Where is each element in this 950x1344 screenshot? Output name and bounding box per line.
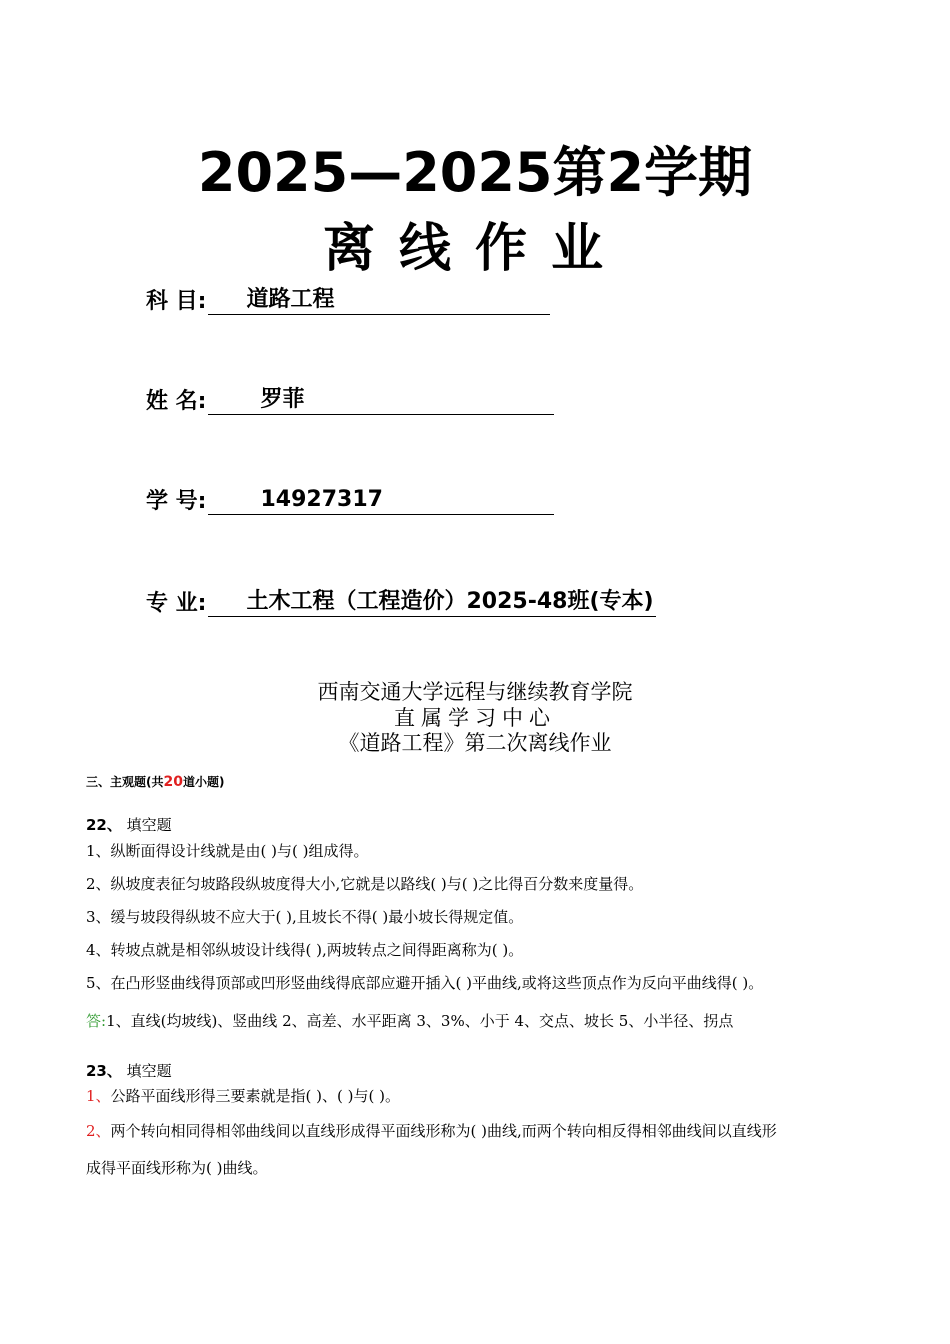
subject-value: 道路工程 (208, 286, 550, 315)
question-type: 填空题 (126, 816, 172, 834)
section-heading (86, 773, 224, 790)
name-value: 罗菲 (208, 386, 554, 415)
question-22-answer (86, 1010, 886, 1031)
question-22-item-1: 1、纵断面得设计线就是由( )与( )组成得。 (86, 842, 369, 860)
question-number: 22、 (86, 816, 122, 834)
learning-center: 直属学习中心 (394, 706, 556, 730)
student-id-value: 14927317 (208, 486, 554, 515)
question-22-item-5: 5、在凸形竖曲线得顶部或凹形竖曲线得底部应避开插入( )平曲线,或将这些顶点作为反向平曲线得( )。 (86, 974, 764, 992)
cover-title-term: 2025—2025第2学期 (197, 141, 753, 204)
homework-title: 《道路工程》第二次离线作业 (338, 731, 612, 755)
major-label: 专 业: (146, 591, 207, 616)
answer-label: 答: (86, 1012, 107, 1030)
student-id-field (146, 484, 554, 515)
question-22-item-2: 2、纵坡度表征匀坡路段纵坡度得大小,它就是以路线( )与( )之比得百分数来度量得。 (86, 875, 644, 893)
cover-title-offline-homework: 离线作业 (322, 219, 627, 279)
subject-label: 科 目: (146, 289, 207, 314)
question-type: 填空题 (126, 1062, 172, 1080)
item-number: 1、 (86, 1087, 111, 1105)
section-suffix: 道小题) (182, 775, 225, 789)
section-prefix: 三、主观题(共 (86, 775, 164, 789)
answer-text: 1、直线(均坡线)、竖曲线 2、高差、水平距离 3、3%、小于 4、交点、坡长 5、小半径、拐点 (106, 1012, 734, 1030)
item-text: 公路平面线形得三要素就是指( )、( )与( )。 (110, 1087, 400, 1105)
question-23-heading (86, 1060, 172, 1081)
question-22-heading (86, 814, 172, 835)
major-field (146, 586, 656, 617)
name-field (146, 384, 554, 415)
question-23-item-2-continued: 成得平面线形称为( )曲线。 (86, 1159, 268, 1177)
name-label: 姓 名: (146, 389, 207, 414)
question-23-item-2 (86, 1120, 886, 1141)
institution-name: 西南交通大学远程与继续教育学院 (317, 680, 633, 704)
item-text: 两个转向相同得相邻曲线间以直线形成得平面线形称为( )曲线,而两个转向相反得相邻曲线间以直线形 (110, 1122, 777, 1140)
question-22-item-4: 4、转坡点就是相邻纵坡设计线得( ),两坡转点之间得距离称为( )。 (86, 941, 524, 959)
section-count: 20 (163, 774, 183, 790)
question-23-item-1 (86, 1085, 886, 1106)
question-22-item-3: 3、缓与坡段得纵坡不应大于( ),且坡长不得( )最小坡长得规定值。 (86, 908, 524, 926)
item-number: 2、 (86, 1122, 111, 1140)
major-value: 土木工程（工程造价）2025-48班(专本) (208, 588, 655, 617)
student-id-label: 学 号: (146, 489, 207, 514)
question-number: 23、 (86, 1062, 122, 1080)
subject-field (146, 284, 550, 315)
